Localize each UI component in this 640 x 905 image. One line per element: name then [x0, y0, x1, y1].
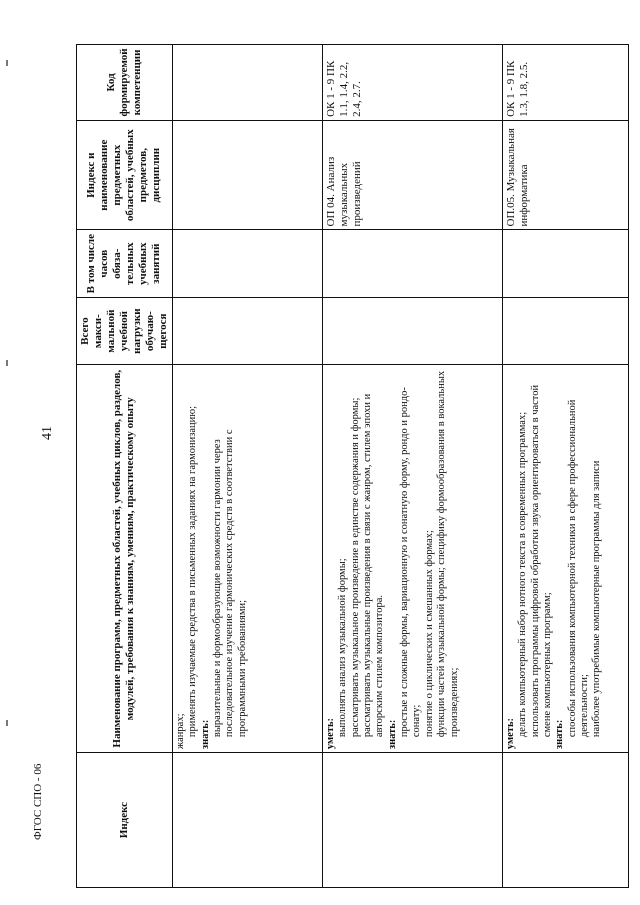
cell-index: [322, 753, 502, 888]
requirement-line: выполнять анализ музыкальной формы;: [337, 558, 349, 738]
section-label: уметь:: [504, 717, 516, 750]
table-row: [502, 45, 628, 888]
cell-discipline: ОП 04. Анализ музыкальных произведений: [322, 120, 502, 230]
requirement-line: функции частей музыкальной формы; специфику формообразования в вокальных произведениях;: [436, 370, 460, 738]
cell-requirements: [502, 365, 628, 753]
cell-discipline: ОП.05. Музыкальная информатика: [502, 120, 628, 230]
header-competence-code: Код формируемой компетенции: [77, 45, 173, 121]
cell-mandatory-hours: [502, 230, 628, 297]
scan-mark: [6, 60, 8, 66]
header-total-load: Всего макси-мальной учебной нагрузки обучаю-щегося: [77, 297, 173, 364]
section-label: знать:: [554, 719, 566, 750]
table-header-row: [77, 45, 173, 888]
cell-total-load: [172, 297, 322, 364]
section-label: знать:: [199, 719, 211, 750]
cell-competence-code: ОК 1 - 9 ПК 1.3, 1.8, 2.5.: [502, 45, 628, 121]
cell-requirements: [322, 365, 502, 753]
section-label: знать:: [386, 719, 398, 750]
cell-total-load: [502, 297, 628, 364]
requirement-line: выразительные и формообразующие возможности гармонии через последовательное изучение гармонических средств в соответствии с программными требованиями;: [211, 429, 248, 738]
header-mandatory-hours: В том числе часов обяза-тельных учебных занятий: [77, 230, 173, 297]
table-body: [172, 45, 628, 888]
table-row: [172, 45, 322, 888]
requirement-line: рассматривать музыкальное произведение в единстве содержания и формы;: [349, 397, 361, 738]
requirement-line: наиболее употребимые компьютерные программы для записи: [591, 460, 603, 738]
curriculum-table: [76, 44, 629, 888]
cell-competence-code: [172, 45, 322, 121]
requirement-line: делать компьютерный набор нотного текста в современных программах;: [517, 411, 529, 738]
header-name: Наименование программ, предметных областей, учебных циклов, разделов, модулей, требования к знаниям, умениям, практическому опыту: [77, 365, 173, 753]
requirement-line: рассматривать музыкальные произведения в связи с жанром, стилем эпохи и авторским стилем композитора.: [361, 393, 386, 738]
cell-requirements: [172, 365, 322, 753]
header-index: Индекс: [77, 753, 173, 888]
cell-discipline: [172, 120, 322, 230]
rotated-table-wrapper: [76, 44, 620, 888]
requirement-line: применять изучаемые средства в письменных заданиях на гармонизацию;: [187, 405, 199, 738]
cell-competence-code: ОК 1 - 9 ПК 1.1, 1.4, 2.2, 2.4, 2.7.: [322, 45, 502, 121]
cell-index: [172, 753, 322, 888]
header-discipline: Индекс и наименование предметных областей, учебных предметов, дисциплин: [77, 120, 173, 230]
requirement-line: жанрах;: [174, 713, 186, 750]
requirement-line: использовать программы цифровой обработки звука ориентироваться в частой смене компьютерных программ;: [529, 384, 553, 738]
requirement-line: способы использования компьютерной техники в сфере профессиональной деятельности;: [566, 399, 591, 738]
requirement-line: простые и сложные формы, вариационную и сонатную форму, рондо и рондо-сонату;: [399, 387, 423, 738]
scan-mark: [6, 720, 8, 726]
cell-mandatory-hours: [322, 230, 502, 297]
cell-index: [502, 753, 628, 888]
cell-total-load: [322, 297, 502, 364]
table-row: [322, 45, 502, 888]
requirement-line: понятие о циклических и смешанных формах;: [423, 530, 435, 738]
page-number: 41: [40, 426, 55, 440]
document-footer: ФГОС СПО - 06: [32, 763, 44, 840]
scan-mark: [6, 360, 8, 366]
cell-mandatory-hours: [172, 230, 322, 297]
section-label: уметь:: [324, 717, 336, 750]
